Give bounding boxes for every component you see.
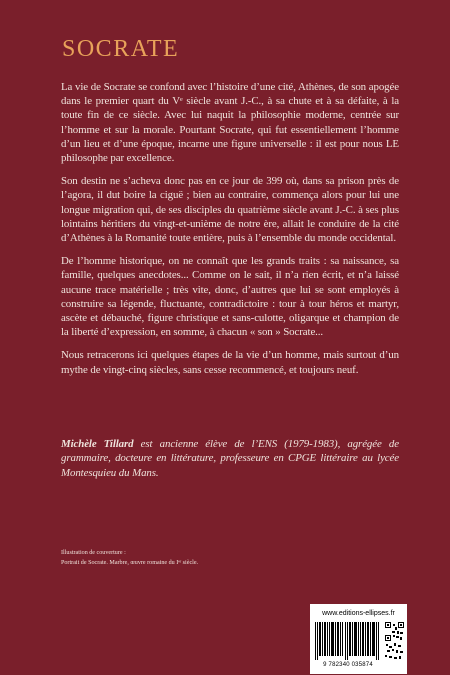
credit-heading: Illustration de couverture : xyxy=(61,550,126,556)
author-bio xyxy=(61,437,399,480)
summary-text xyxy=(61,80,399,386)
book-title: SOCRATE xyxy=(62,36,180,62)
summary-paragraph-4: Nous retracerons ici quelques étapes de la vie d’un homme, mais surtout d’un mythe de vingt-cinq siècles, sans cesse recommencé, et toujours neuf. xyxy=(61,349,399,376)
illustration-credit xyxy=(61,548,321,568)
summary-paragraph-1: La vie de Socrate se confond avec l’histoire d’une cité, Athènes, de son apogée dans le premier quart du Vᵉ siècle avant J.-C., à sa chute et à sa défaite, à la toute fin de ce siècle. Avec lui naquit la philosophie moderne, centrée sur l’homme et sur la morale. Pourtant Socrate, qui fut essentiellement l’homme d’un lieu et d’une époque, incarne une figure universelle : il est pour nous LE philosophe par excellence. xyxy=(61,81,399,165)
isbn-barcode xyxy=(314,622,382,660)
barcode-panel xyxy=(310,604,407,674)
author-bio-text: est ancienne élève de l’ENS (1979-1983), agrégée de grammaire, docteure en littérature, professeure en CPGE littéraire au lycée Montesquieu du Mans. xyxy=(61,438,399,479)
publisher-website: www.editions-ellipses.fr xyxy=(322,610,395,617)
summary-paragraph-2: Son destin ne s’acheva donc pas en ce jour de 399 où, dans sa prison près de l’agora, il dut boire la ciguë ; bien au contraire, commença alors pour lui une longue migration qui, de ses disciples du quatrième siècle avant J.-C. à ses plus lointains héritiers du vingt-et-unième de notre ère, allait le conduire de la cité d’Athènes à la Romanité toute entière, puis à l’ensemble du monde occidental. xyxy=(61,175,399,245)
credit-text: Portrait de Socrate. Marbre, œuvre romaine du Iᵉʳ siècle. xyxy=(61,560,199,566)
isbn-number: 9 782340 035874 xyxy=(323,662,373,668)
author-name: Michèle Tillard xyxy=(61,438,134,450)
summary-paragraph-3: De l’homme historique, on ne connaît que les grands traits : sa naissance, sa famille, quelques anecdotes... Comme on le sait, il n’a rien écrit, et n’a laissé aucune trace matérielle ; très vite, donc, d’autres que lui se sont employés à construire sa légende, fluctuante, contradictoire : tour à tour héros et martyr, ascète et débauché, figure christique et sans-culotte, oligarque et champion de la liberté d’expression, en somme, à chacun « son » Socrate... xyxy=(61,255,399,339)
qr-code xyxy=(385,622,404,662)
